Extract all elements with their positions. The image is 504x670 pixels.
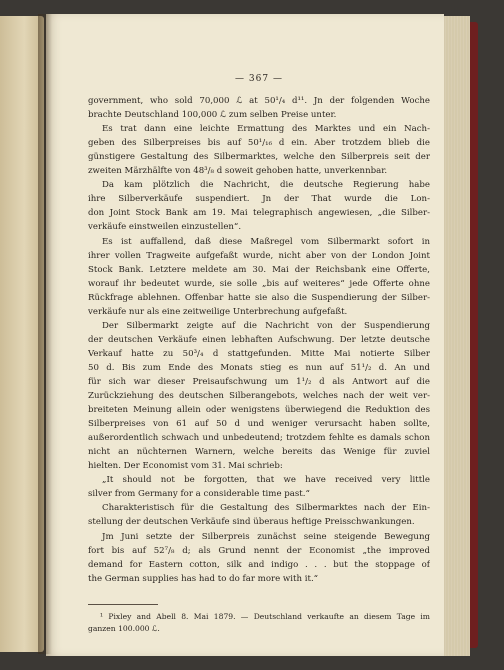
footnote-rule (88, 604, 158, 605)
text-line: worauf ihr bedeutet wurde, sie solle „bis auf weiteres“ jede Offerte ohne (88, 278, 430, 289)
text-line: verkäufe nur als eine zeitweilige Unterbrechung aufgefaßt. (88, 306, 348, 317)
text-line: hielten. Der Economist vom 31. Mai schrieb: (88, 461, 283, 472)
book-gutter (38, 14, 52, 654)
page-number: — 367 — (235, 74, 283, 84)
text-line: Es ist auffallend, daß diese Maßregel vom Silbermarkt sofort in (102, 236, 430, 247)
footnote (88, 611, 430, 635)
text-line: stellung der deutschen Verkäufe sind überaus heftige Preisschwankungen. (88, 517, 415, 528)
text-line: brachte Deutschland 100,000 ℒ zum selben Preise unter. (88, 110, 337, 121)
text-line: nicht an nüchternen Warnern, welche bereits das Wenige für zuviel (88, 447, 430, 458)
text-line: fort bis auf 52⁷/₈ d; als Grund nennt der Economist „the improved (88, 545, 430, 556)
text-line: Rückfrage ablehnen. Offenbar hatte sie also die Suspendierung der Silber- (88, 292, 430, 303)
text-line: demand for Eastern cotton, silk and indigo . . . but the stoppage of (88, 559, 430, 570)
text-line: Der Silbermarkt zeigte auf die Nachricht von der Suspendierung (102, 320, 430, 331)
text-line: Da kam plötzlich die Nachricht, die deutsche Regierung habe (102, 180, 430, 191)
text-line: Jm Juni setzte der Silberpreis zunächst seine steigende Bewegung (102, 531, 430, 542)
text-line: 50 d. Bis zum Ende des Monats stieg es nun auf 51¹/₂ d. An und (88, 362, 430, 373)
text-line: Es trat dann eine leichte Ermattung des Marktes und ein Nach- (102, 124, 430, 135)
text-line: Stock Bank. Letztere meldete am 30. Mai der Reichsbank eine Offerte, (88, 264, 430, 275)
text-line: der deutschen Verkäufe einen lebhaften Aufschwung. Der letzte deutsche (88, 334, 430, 345)
text-line: the German supplies has had to do far more with it.“ (88, 573, 319, 584)
footnote-line: ¹ Pixley and Abell 8. Mai 1879. — Deutschland verkaufte an diesem Tage im (100, 611, 430, 621)
text-line: ihre Silberverkäufe suspendiert. Jn der That wurde die Lon- (88, 194, 430, 205)
text-line: „It should not be forgotten, that we have received very little (102, 475, 430, 486)
text-line: geben des Silberpreises bis auf 50¹/₁₆ d ein. Aber trotzdem blieb die (88, 138, 430, 149)
footnote-line: ganzen 100.000 ℒ. (88, 623, 160, 633)
body-text (88, 94, 430, 586)
text-line: don Joint Stock Bank am 19. Mai telegraphisch angewiesen, „die Silber- (88, 208, 430, 219)
text-line: Verkauf hatte zu 50³/₄ d stattgefunden. Mitte Mai notierte Silber (88, 348, 430, 359)
page-stack-edges (444, 16, 470, 656)
text-line: verkäufe einstweilen einzustellen“. (88, 222, 242, 233)
text-line: für sich war dieser Preisaufschwung um 1¹/₂ d als Antwort auf die (88, 376, 430, 387)
text-line: Silberpreises von 61 auf 50 d und weniger verursacht haben sollte, (88, 419, 430, 430)
text-line: außerordentlich schwach und unbedeutend; trotzdem fehlte es damals schon (88, 433, 430, 444)
book-cover-edge (470, 22, 478, 648)
text-line: breiteten Meinung allein oder wenigstens überwiegend die Reduktion des (88, 405, 430, 416)
page-content (88, 72, 430, 635)
text-line: günstigere Gestaltung des Silbermarktes, welche den Silberpreis seit der (88, 152, 430, 163)
text-line: silver from Germany for a considerable time past.“ (88, 489, 310, 500)
text-line: government, who sold 70,000 ℒ at 50¹/₄ d¹¹. Jn der folgenden Woche (88, 96, 430, 107)
text-line: Zurückziehung des deutschen Silberangebots, welches nach der weit ver- (88, 391, 430, 402)
text-line: zweiten Märzhälfte von 48³/₈ d soweit gehoben hatte, unverkennbar. (88, 166, 388, 177)
text-line: Charakteristisch für die Gestaltung des Silbermarktes nach der Ein- (102, 503, 430, 514)
text-line: ihrer vollen Tragweite aufgefaßt wurde, nicht aber von der London Joint (88, 250, 430, 261)
